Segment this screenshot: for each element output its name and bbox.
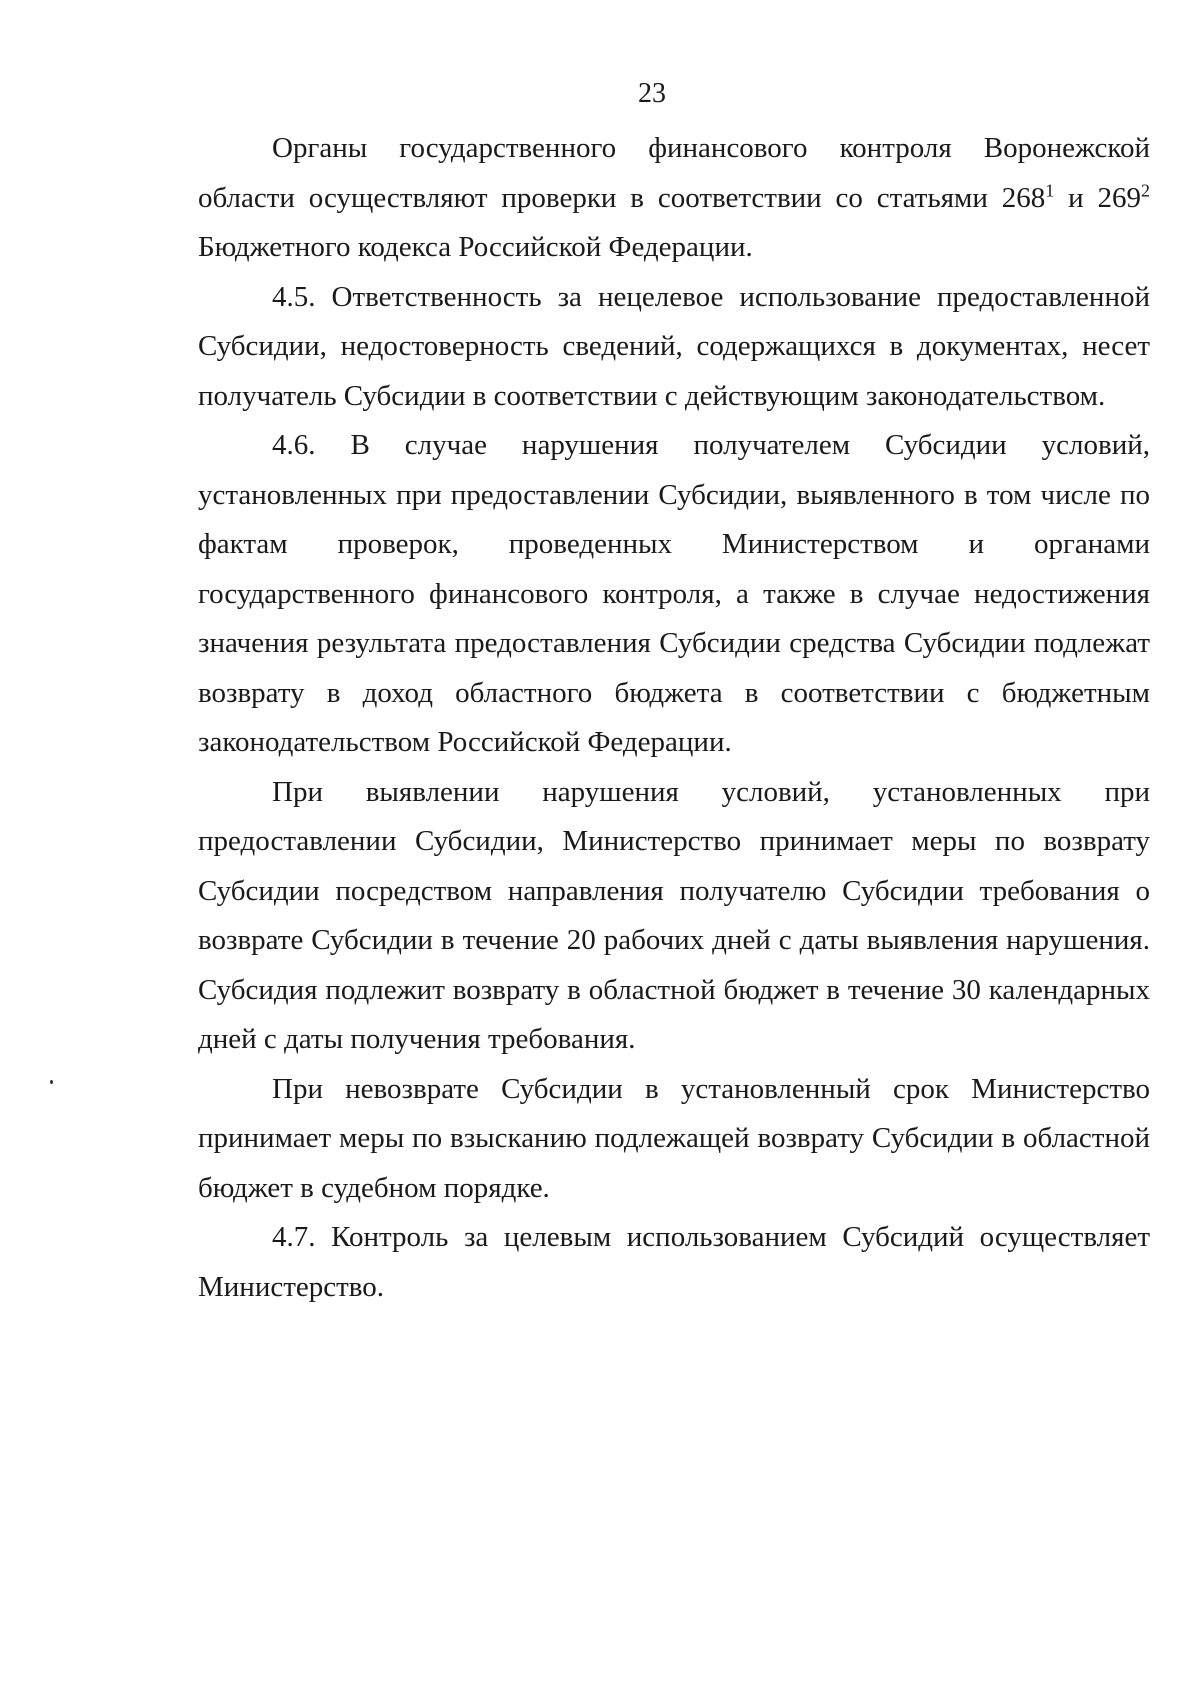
text-run: При невозврате Субсидии в установленный срок Министерство принимает меры по взысканию подлежащей возврату Субсидии в областной бюджет в судебном порядке. (198, 1072, 1150, 1204)
page-number: 23 (638, 78, 666, 109)
document-body (198, 124, 1150, 1312)
text-run: 4.7. Контроль за целевым использованием Субсидий осуществляет Министерство. (198, 1221, 1150, 1303)
paragraph-4-5-responsibility (198, 273, 1150, 422)
superscript: 1 (1045, 179, 1055, 200)
text-run: При выявлении нарушения условий, установленных при предоставлении Субсидии, Министерство принимает меры по возврату Субсидии посредством направления получателю Субсидии требования о возврате Субсидии в течение 20 рабочих дней с даты выявления нарушения. Субсидия подлежит возврату в областной бюджет в течение 30 календарных дней с даты получения требования. (198, 775, 1150, 1055)
text-run: и 269 (1054, 181, 1141, 214)
text-run: 4.6. В случае нарушения получателем Субсидии условий, установленных при предоставлении Субсидии, выявленного в том числе по фактам проверок, проведенных Министерством и органами государственного финансового контроля, а также в случае недостижения значения результата предоставления Субсидии средства Субсидии подлежат возврату в доход областного бюджета в соответствии с бюджетным законодательством Российской Федерации. (198, 429, 1150, 758)
paragraph-4-6-violation-return (198, 421, 1150, 768)
text-run: Органы государственного финансового контроля Воронежской области осуществляют проверки в соответствии со статьями 268 (198, 132, 1150, 214)
scan-speck (50, 1080, 53, 1084)
paragraph-control-bodies (198, 124, 1150, 273)
text-run: Бюджетного кодекса Российской Федерации. (198, 231, 753, 263)
paragraph-4-7-control (198, 1213, 1150, 1312)
text-run: 4.5. Ответственность за нецелевое использование предоставленной Субсидии, недостоверность сведений, содержащихся в документах, несет получатель Субсидии в соответствии с действующим законодательством. (198, 280, 1150, 412)
paragraph-recovery-in-court (198, 1065, 1150, 1214)
paragraph-return-procedure (198, 768, 1150, 1065)
superscript: 2 (1141, 179, 1150, 200)
